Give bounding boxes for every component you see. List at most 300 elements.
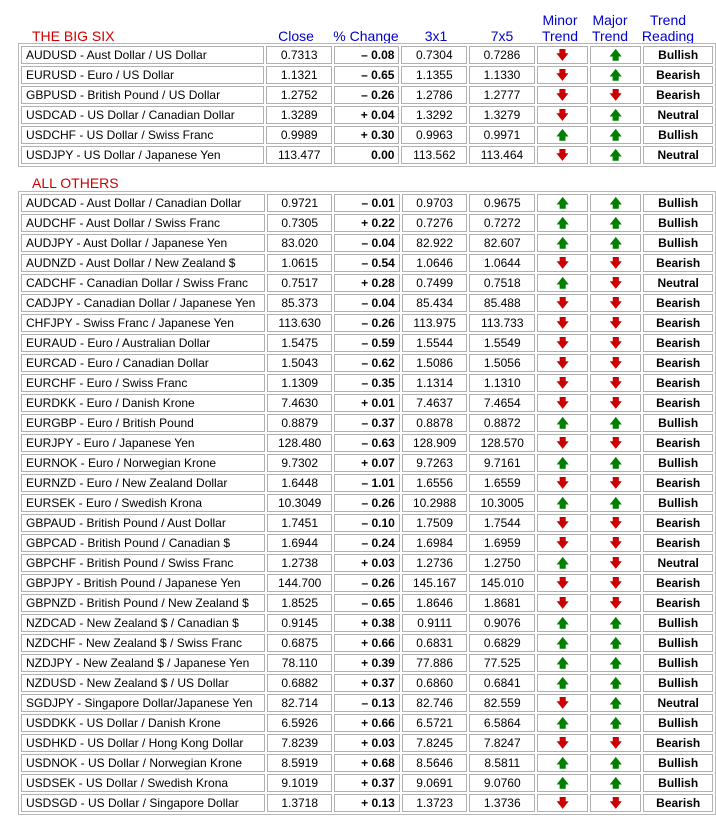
all-others-table [18, 191, 716, 815]
pair-cell: EURSEK - Euro / Swedish Krona [21, 494, 265, 512]
minor-trend-cell [537, 494, 588, 512]
c7x5-cell: 0.9675 [469, 194, 535, 212]
arrow-down-icon: 🡇 [609, 396, 622, 410]
c7x5-cell: 0.9971 [469, 126, 535, 144]
c3x1-cell: 1.8646 [402, 594, 468, 612]
c3x1-cell: 9.0691 [402, 774, 468, 792]
arrow-up-icon: 🡅 [609, 128, 622, 142]
minor-trend-cell [537, 334, 588, 352]
c3x1-cell: 82.922 [402, 234, 468, 252]
table-row [21, 734, 713, 752]
change-cell: + 0.37 [334, 774, 399, 792]
close-cell: 9.7302 [267, 454, 333, 472]
trend-reading-cell: Bearish [643, 534, 713, 552]
arrow-down-icon: 🡇 [609, 356, 622, 370]
minor-trend-cell [537, 214, 588, 232]
minor-trend-cell [537, 534, 588, 552]
minor-trend-cell [537, 354, 588, 372]
close-cell: 82.714 [267, 694, 333, 712]
arrow-up-icon: 🡅 [609, 196, 622, 210]
trend-reading-cell: Bullish [643, 754, 713, 772]
minor-trend-cell [537, 46, 588, 64]
change-cell: – 0.08 [334, 46, 399, 64]
arrow-down-icon: 🡇 [609, 576, 622, 590]
minor-trend-cell [537, 106, 588, 124]
pair-cell: CADCHF - Canadian Dollar / Swiss Franc [21, 274, 265, 292]
change-cell: + 0.03 [334, 554, 399, 572]
arrow-down-icon: 🡇 [609, 376, 622, 390]
c3x1-cell: 1.1314 [402, 374, 468, 392]
minor-trend-cell [537, 554, 588, 572]
c3x1-cell: 145.167 [402, 574, 468, 592]
trend-reading-cell: Bullish [643, 614, 713, 632]
trend-reading-cell: Bullish [643, 714, 713, 732]
c3x1-cell: 0.8878 [402, 414, 468, 432]
minor-trend-cell [537, 594, 588, 612]
arrow-up-icon: 🡅 [556, 556, 569, 570]
trend-reading-cell: Bearish [643, 734, 713, 752]
c3x1-cell: 1.3723 [402, 794, 468, 812]
arrow-up-icon: 🡅 [556, 216, 569, 230]
pair-cell: USDHKD - US Dollar / Hong Kong Dollar [21, 734, 265, 752]
arrow-down-icon: 🡇 [556, 576, 569, 590]
c7x5-cell: 77.525 [469, 654, 535, 672]
close-cell: 8.5919 [267, 754, 333, 772]
trend-reading-cell: Bearish [643, 594, 713, 612]
change-cell: – 0.35 [334, 374, 399, 392]
arrow-up-icon: 🡅 [609, 416, 622, 430]
major-trend-cell [590, 374, 641, 392]
table-row [21, 194, 713, 212]
c3x1-cell: 0.9111 [402, 614, 468, 632]
header-trend-line1: Trend [649, 12, 687, 28]
arrow-up-icon: 🡅 [609, 616, 622, 630]
trend-reading-cell: Neutral [643, 694, 713, 712]
minor-trend-cell [537, 694, 588, 712]
trend-reading-cell: Bearish [643, 434, 713, 452]
change-cell: – 0.63 [334, 434, 399, 452]
table-row [21, 106, 713, 124]
c7x5-cell: 7.8247 [469, 734, 535, 752]
arrow-down-icon: 🡇 [556, 296, 569, 310]
pair-cell: SGDJPY - Singapore Dollar/Japanese Yen [21, 694, 265, 712]
pair-cell: EURGBP - Euro / British Pound [21, 414, 265, 432]
table-row [21, 334, 713, 352]
arrow-down-icon: 🡇 [556, 736, 569, 750]
c3x1-cell: 82.746 [402, 694, 468, 712]
arrow-down-icon: 🡇 [609, 296, 622, 310]
pair-cell: EURCHF - Euro / Swiss Franc [21, 374, 265, 392]
close-cell: 10.3049 [267, 494, 333, 512]
major-trend-cell [590, 294, 641, 312]
minor-trend-cell [537, 614, 588, 632]
pair-cell: AUDCAD - Aust Dollar / Canadian Dollar [21, 194, 265, 212]
major-trend-cell [590, 414, 641, 432]
arrow-up-icon: 🡅 [556, 128, 569, 142]
c3x1-cell: 1.5086 [402, 354, 468, 372]
table-row [21, 714, 713, 732]
c7x5-cell: 1.6559 [469, 474, 535, 492]
change-cell: + 0.68 [334, 754, 399, 772]
minor-trend-cell [537, 794, 588, 812]
minor-trend-cell [537, 454, 588, 472]
arrow-down-icon: 🡇 [609, 436, 622, 450]
arrow-up-icon: 🡅 [556, 616, 569, 630]
pair-cell: NZDUSD - New Zealand $ / US Dollar [21, 674, 265, 692]
c3x1-cell: 0.6831 [402, 634, 468, 652]
table-row [21, 274, 713, 292]
table-row [21, 694, 713, 712]
c7x5-cell: 113.464 [469, 146, 535, 164]
change-cell: + 0.07 [334, 454, 399, 472]
pair-cell: AUDJPY - Aust Dollar / Japanese Yen [21, 234, 265, 252]
c7x5-cell: 1.2777 [469, 86, 535, 104]
change-cell: – 0.04 [334, 234, 399, 252]
pair-cell: NZDCAD - New Zealand $ / Canadian $ [21, 614, 265, 632]
table-row [21, 146, 713, 164]
c3x1-cell: 10.2988 [402, 494, 468, 512]
minor-trend-cell [537, 574, 588, 592]
arrow-up-icon: 🡅 [556, 496, 569, 510]
major-trend-cell [590, 534, 641, 552]
major-trend-cell [590, 794, 641, 812]
major-trend-cell [590, 734, 641, 752]
close-cell: 1.2752 [266, 86, 332, 104]
change-cell: + 0.30 [334, 126, 399, 144]
c7x5-cell: 1.7544 [469, 514, 535, 532]
close-cell: 6.5926 [267, 714, 333, 732]
pair-cell: EURDKK - Euro / Danish Krone [21, 394, 265, 412]
major-trend-cell [590, 714, 641, 732]
major-trend-cell [590, 494, 641, 512]
change-cell: + 0.03 [334, 734, 399, 752]
pair-cell: USDCAD - US Dollar / Canadian Dollar [21, 106, 264, 124]
arrow-up-icon: 🡅 [556, 716, 569, 730]
c7x5-cell: 128.570 [469, 434, 535, 452]
trend-reading-cell: Neutral [643, 274, 713, 292]
minor-trend-cell [537, 414, 588, 432]
arrow-down-icon: 🡇 [556, 356, 569, 370]
arrow-up-icon: 🡅 [609, 148, 622, 162]
close-cell: 0.9145 [267, 614, 333, 632]
c3x1-cell: 0.7499 [402, 274, 468, 292]
major-trend-cell [590, 454, 641, 472]
table-row [21, 354, 713, 372]
pair-cell: CHFJPY - Swiss Franc / Japanese Yen [21, 314, 265, 332]
header-minor-line1: Minor [542, 12, 578, 28]
close-cell: 0.7305 [267, 214, 333, 232]
minor-trend-cell [537, 194, 588, 212]
c3x1-cell: 7.8245 [402, 734, 468, 752]
trend-reading-cell: Bearish [643, 66, 713, 84]
change-cell: + 0.66 [334, 714, 399, 732]
arrow-up-icon: 🡅 [556, 636, 569, 650]
table-row [21, 494, 713, 512]
change-cell: – 0.62 [334, 354, 399, 372]
trend-reading-cell: Bearish [643, 294, 713, 312]
c7x5-cell: 0.9076 [469, 614, 535, 632]
major-trend-cell [590, 394, 641, 412]
arrow-up-icon: 🡅 [556, 776, 569, 790]
minor-trend-cell [537, 126, 588, 144]
change-cell: – 0.10 [334, 514, 399, 532]
major-trend-cell [590, 774, 641, 792]
table-row [21, 414, 713, 432]
arrow-down-icon: 🡇 [556, 148, 569, 162]
trend-reading-cell: Bearish [643, 394, 713, 412]
change-cell: – 0.65 [334, 594, 399, 612]
minor-trend-cell [537, 394, 588, 412]
arrow-down-icon: 🡇 [556, 48, 569, 62]
major-trend-cell [590, 66, 641, 84]
major-trend-cell [590, 474, 641, 492]
close-cell: 0.7517 [267, 274, 333, 292]
c7x5-cell: 1.6959 [469, 534, 535, 552]
arrow-down-icon: 🡇 [609, 516, 622, 530]
minor-trend-cell [537, 146, 588, 164]
c3x1-cell: 7.4637 [402, 394, 468, 412]
c3x1-cell: 0.9703 [402, 194, 468, 212]
c7x5-cell: 8.5811 [469, 754, 535, 772]
arrow-down-icon: 🡇 [556, 536, 569, 550]
trend-reading-cell: Bearish [643, 374, 713, 392]
pair-cell: EURNZD - Euro / New Zealand Dollar [21, 474, 265, 492]
header-minor-line2: Trend [541, 28, 579, 44]
major-trend-cell [590, 214, 641, 232]
change-cell: – 0.26 [334, 86, 399, 104]
c3x1-cell: 128.909 [402, 434, 468, 452]
trend-reading-cell: Bullish [643, 46, 713, 64]
c3x1-cell: 8.5646 [402, 754, 468, 772]
minor-trend-cell [537, 474, 588, 492]
c3x1-cell: 1.2786 [401, 86, 467, 104]
trend-reading-cell: Bullish [643, 494, 713, 512]
pair-cell: AUDCHF - Aust Dollar / Swiss Franc [21, 214, 265, 232]
c7x5-cell: 0.8872 [469, 414, 535, 432]
header-trend-reading [636, 12, 700, 44]
c7x5-cell: 9.7161 [469, 454, 535, 472]
table-row [21, 514, 713, 532]
trend-reading-cell: Bullish [643, 674, 713, 692]
change-cell: – 0.04 [334, 294, 399, 312]
pair-cell: CADJPY - Canadian Dollar / Japanese Yen [21, 294, 265, 312]
c3x1-cell: 0.9963 [401, 126, 467, 144]
arrow-down-icon: 🡇 [609, 276, 622, 290]
trend-reading-cell: Bullish [643, 454, 713, 472]
trend-reading-cell: Bullish [643, 126, 713, 144]
minor-trend-cell [537, 434, 588, 452]
header-pct-change: % Change [333, 28, 399, 44]
table-row [21, 314, 713, 332]
table-row [21, 374, 713, 392]
trend-reading-cell: Neutral [643, 146, 713, 164]
arrow-up-icon: 🡅 [609, 756, 622, 770]
c7x5-cell: 1.1310 [469, 374, 535, 392]
table-row [21, 634, 713, 652]
arrow-down-icon: 🡇 [609, 256, 622, 270]
pair-cell: USDSGD - US Dollar / Singapore Dollar [21, 794, 265, 812]
close-cell: 1.5043 [267, 354, 333, 372]
table-row [21, 394, 713, 412]
pair-cell: EURAUD - Euro / Australian Dollar [21, 334, 265, 352]
change-cell: – 0.37 [334, 414, 399, 432]
table-row [21, 534, 713, 552]
arrow-down-icon: 🡇 [556, 376, 569, 390]
arrow-down-icon: 🡇 [556, 796, 569, 810]
arrow-up-icon: 🡅 [609, 696, 622, 710]
close-cell: 1.3718 [267, 794, 333, 812]
trend-reading-cell: Bullish [643, 214, 713, 232]
major-trend-cell [590, 354, 641, 372]
arrow-up-icon: 🡅 [556, 196, 569, 210]
trend-reading-cell: Bullish [643, 234, 713, 252]
arrow-up-icon: 🡅 [609, 656, 622, 670]
trend-reading-cell: Bullish [643, 194, 713, 212]
pair-cell: EURJPY - Euro / Japanese Yen [21, 434, 265, 452]
arrow-up-icon: 🡅 [609, 716, 622, 730]
trend-reading-cell: Bearish [643, 334, 713, 352]
minor-trend-cell [537, 714, 588, 732]
arrow-down-icon: 🡇 [556, 336, 569, 350]
major-trend-cell [590, 554, 641, 572]
pair-cell: GBPJPY - British Pound / Japanese Yen [21, 574, 265, 592]
major-trend-cell [590, 674, 641, 692]
c7x5-cell: 9.0760 [469, 774, 535, 792]
close-cell: 83.020 [267, 234, 333, 252]
minor-trend-cell [537, 514, 588, 532]
major-trend-cell [590, 614, 641, 632]
arrow-up-icon: 🡅 [609, 456, 622, 470]
major-trend-cell [590, 46, 641, 64]
arrow-up-icon: 🡅 [556, 756, 569, 770]
trend-reading-cell: Bearish [643, 514, 713, 532]
c3x1-cell: 1.2736 [402, 554, 468, 572]
major-trend-cell [590, 314, 641, 332]
minor-trend-cell [537, 654, 588, 672]
table-row [21, 254, 713, 272]
table-row [21, 434, 713, 452]
major-trend-cell [590, 654, 641, 672]
change-cell: + 0.22 [334, 214, 399, 232]
change-cell: + 0.13 [334, 794, 399, 812]
arrow-up-icon: 🡅 [556, 236, 569, 250]
minor-trend-cell [537, 234, 588, 252]
minor-trend-cell [537, 734, 588, 752]
arrow-down-icon: 🡇 [609, 536, 622, 550]
major-trend-cell [590, 514, 641, 532]
close-cell: 0.9721 [267, 194, 333, 212]
c3x1-cell: 6.5721 [402, 714, 468, 732]
trend-reading-cell: Bullish [643, 654, 713, 672]
trend-reading-cell: Bearish [643, 254, 713, 272]
table-row [21, 754, 713, 772]
minor-trend-cell [537, 254, 588, 272]
major-trend-cell [590, 434, 641, 452]
big-six-table [18, 43, 716, 167]
c7x5-cell: 0.6841 [469, 674, 535, 692]
arrow-down-icon: 🡇 [556, 316, 569, 330]
arrow-up-icon: 🡅 [556, 676, 569, 690]
close-cell: 7.8239 [267, 734, 333, 752]
arrow-down-icon: 🡇 [556, 256, 569, 270]
major-trend-cell [590, 334, 641, 352]
table-row [21, 126, 713, 144]
table-row [21, 474, 713, 492]
close-cell: 1.2738 [267, 554, 333, 572]
header-major-line1: Major [592, 12, 628, 28]
pair-cell: EURNOK - Euro / Norwegian Krone [21, 454, 265, 472]
change-cell: + 0.01 [334, 394, 399, 412]
close-cell: 1.6448 [267, 474, 333, 492]
c7x5-cell: 1.1330 [469, 66, 535, 84]
c7x5-cell: 7.4654 [469, 394, 535, 412]
close-cell: 113.630 [267, 314, 333, 332]
change-cell: – 0.26 [334, 494, 399, 512]
minor-trend-cell [537, 674, 588, 692]
c3x1-cell: 1.5544 [402, 334, 468, 352]
table-row [21, 294, 713, 312]
c7x5-cell: 1.0644 [469, 254, 535, 272]
major-trend-cell [590, 754, 641, 772]
c7x5-cell: 82.559 [469, 694, 535, 712]
arrow-up-icon: 🡅 [556, 456, 569, 470]
pair-cell: EURCAD - Euro / Canadian Dollar [21, 354, 265, 372]
minor-trend-cell [537, 754, 588, 772]
minor-trend-cell [537, 374, 588, 392]
arrow-down-icon: 🡇 [609, 88, 622, 102]
major-trend-cell [590, 126, 641, 144]
close-cell: 7.4630 [267, 394, 333, 412]
arrow-down-icon: 🡇 [609, 336, 622, 350]
minor-trend-cell [537, 86, 588, 104]
change-cell: – 0.24 [334, 534, 399, 552]
table-row [21, 86, 713, 104]
header-7x5: 7x5 [490, 28, 514, 44]
c7x5-cell: 0.7518 [469, 274, 535, 292]
close-cell: 144.700 [267, 574, 333, 592]
arrow-down-icon: 🡇 [609, 476, 622, 490]
pair-cell: AUDNZD - Aust Dollar / New Zealand $ [21, 254, 265, 272]
change-cell: – 0.54 [334, 254, 399, 272]
close-cell: 0.6882 [267, 674, 333, 692]
close-cell: 128.480 [267, 434, 333, 452]
change-cell: + 0.28 [334, 274, 399, 292]
close-cell: 0.7313 [266, 46, 332, 64]
close-cell: 1.1321 [266, 66, 332, 84]
c3x1-cell: 0.7304 [401, 46, 467, 64]
table-row [21, 614, 713, 632]
arrow-up-icon: 🡅 [556, 656, 569, 670]
header-major-trend [586, 12, 634, 44]
table-row [21, 774, 713, 792]
c3x1-cell: 9.7263 [402, 454, 468, 472]
arrow-up-icon: 🡅 [556, 276, 569, 290]
table-row [21, 594, 713, 612]
arrow-down-icon: 🡇 [609, 596, 622, 610]
minor-trend-cell [537, 314, 588, 332]
c7x5-cell: 10.3005 [469, 494, 535, 512]
arrow-down-icon: 🡇 [609, 796, 622, 810]
c7x5-cell: 82.607 [469, 234, 535, 252]
major-trend-cell [590, 594, 641, 612]
major-trend-cell [590, 86, 641, 104]
c7x5-cell: 1.5056 [469, 354, 535, 372]
arrow-up-icon: 🡅 [609, 108, 622, 122]
trend-reading-cell: Neutral [643, 106, 713, 124]
change-cell: – 0.26 [334, 314, 399, 332]
pair-cell: NZDJPY - New Zealand $ / Japanese Yen [21, 654, 265, 672]
change-cell: + 0.37 [334, 674, 399, 692]
